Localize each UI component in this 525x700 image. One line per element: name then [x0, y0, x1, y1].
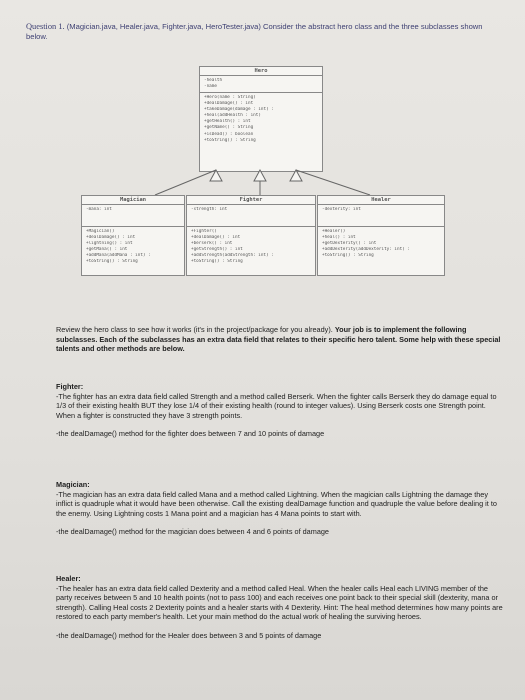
- uml-method: +Hero(name : String): [204, 95, 256, 100]
- uml-fighter-name: Fighter: [187, 196, 315, 205]
- intro-paragraph: [56, 325, 504, 354]
- uml-healer-methods: [318, 227, 444, 261]
- magician-title: Magician:: [56, 480, 90, 489]
- uml-healer-name: Healer: [318, 196, 444, 205]
- uml-method: +getHealth() : int: [204, 119, 251, 125]
- intro-instructions: Your job is to implement the following subclasses. Each of the subclasses has an extra data field that relates to their specific hero talent. Some help with these special talents and other methods are below.: [56, 325, 501, 354]
- uml-method: +Magician(): [86, 229, 115, 234]
- uml-attribute: -health: [204, 78, 223, 83]
- healer-description: -The healer has an extra data field called Dexterity and a method called Heal. When the healer calls Heal each LIVING member of the party receives between 5 and 10 health points (not to pass 100) and each receives one point back to their special skill (dexterity, mana or strength). Calling Heal costs 2 Dexterity points and a healer starts with 4 Dexterity. Hint: The heal method determines how many points are restored to each party member's health. Let your main method do the actual work of healing the surviving heroes.: [56, 583, 503, 622]
- uml-attribute: -name: [204, 84, 217, 89]
- uml-method: +toString() : String: [322, 253, 374, 259]
- uml-healer-attributes: [318, 205, 444, 227]
- fighter-description: -The fighter has an extra data field called Strength and a method called Berserk. When the fighter calls Berserk they do damage equal to 1/3 of their existing health BUT they lose 1/4 of their existing health (round to integer values). Using Berserk costs one Strength point. When a fighter is constructed they have 3 strength points.: [56, 391, 497, 420]
- fighter-title: Fighter:: [56, 382, 84, 391]
- uml-fighter-methods: [187, 227, 315, 268]
- uml-method: +getName() : String: [204, 125, 254, 131]
- fighter-section: [56, 382, 504, 439]
- uml-fighter-attributes: [187, 205, 315, 227]
- healer-title: Healer:: [56, 574, 81, 583]
- magician-section: [56, 480, 504, 537]
- uml-method: +Healer(): [322, 229, 346, 234]
- uml-method: +Fighter(): [191, 229, 217, 234]
- uml-magician-name: Magician: [82, 196, 184, 205]
- uml-method: +getStrength() : int: [191, 247, 243, 253]
- uml-method: +toString() : String: [204, 137, 256, 143]
- uml-method: +getDexterity() : int: [322, 241, 377, 247]
- healer-section: [56, 574, 504, 641]
- healer-damage-rule: -the dealDamage() method for the Healer does between 3 and 5 points of damage: [56, 630, 322, 640]
- uml-method: +dealDamage() : int: [204, 101, 254, 107]
- uml-method: +getMana() : int: [86, 247, 128, 253]
- uml-method: +toString() : String: [191, 259, 243, 265]
- uml-hero-name: Hero: [200, 67, 322, 76]
- uml-method: +dealDamage() : int: [191, 235, 241, 241]
- uml-magician-methods: [82, 227, 184, 268]
- uml-method: +addMana(addMana : int) :: [86, 253, 151, 259]
- uml-magician-attributes: [82, 205, 184, 227]
- intro-text: Review the hero class to see how it works (it's in the project/package for you already).: [56, 325, 333, 334]
- uml-fighter-class: [186, 195, 316, 276]
- uml-attribute: -mana: int: [86, 207, 112, 212]
- magician-description: -The magician has an extra data field called Mana and a method called Lightning. When the magician calls Lightning the damage they inflict is quadruple what it would have been otherwise. Call the existing dealDamage function and quadruple the value before dealing it to the enemy. Using Lightning costs 1 Mana point and a magician has 4 Mana points to start with.: [56, 489, 497, 518]
- uml-magician-class: [81, 195, 185, 276]
- uml-method: +isDead() : boolean: [204, 131, 254, 137]
- uml-healer-class: [317, 195, 445, 276]
- uml-attribute: -dexterity: int: [322, 207, 361, 212]
- fighter-damage-rule: -the dealDamage() method for the fighter does between 7 and 10 points of damage: [56, 429, 325, 439]
- magician-damage-rule: -the dealDamage() method for the magician does between 4 and 6 points of damage: [56, 527, 329, 537]
- uml-method: +heal(addHealth : int): [204, 113, 261, 119]
- uml-method: +berserk() : int: [191, 241, 233, 247]
- uml-method: +lightning() : int: [86, 241, 133, 247]
- uml-method: +addStrength(addStrength: int) :: [191, 253, 274, 259]
- uml-method: +heal() : int: [322, 235, 356, 241]
- uml-method: +addDexterity(addDexterity: int) :: [322, 247, 410, 253]
- uml-method: +toString() : String: [86, 259, 138, 265]
- uml-method: +dealDamage() : int: [86, 235, 136, 241]
- question-number: Question 1.: [26, 22, 65, 31]
- uml-attribute: -strength: int: [191, 207, 228, 212]
- uml-method: +takeDamage(damage : int) :: [204, 107, 274, 113]
- question-text: (Magician.java, Healer.java, Fighter.java, HeroTester.java) Consider the abstract hero class and the three subclasses shown below.: [26, 22, 483, 41]
- inheritance-arrowhead: [254, 170, 266, 181]
